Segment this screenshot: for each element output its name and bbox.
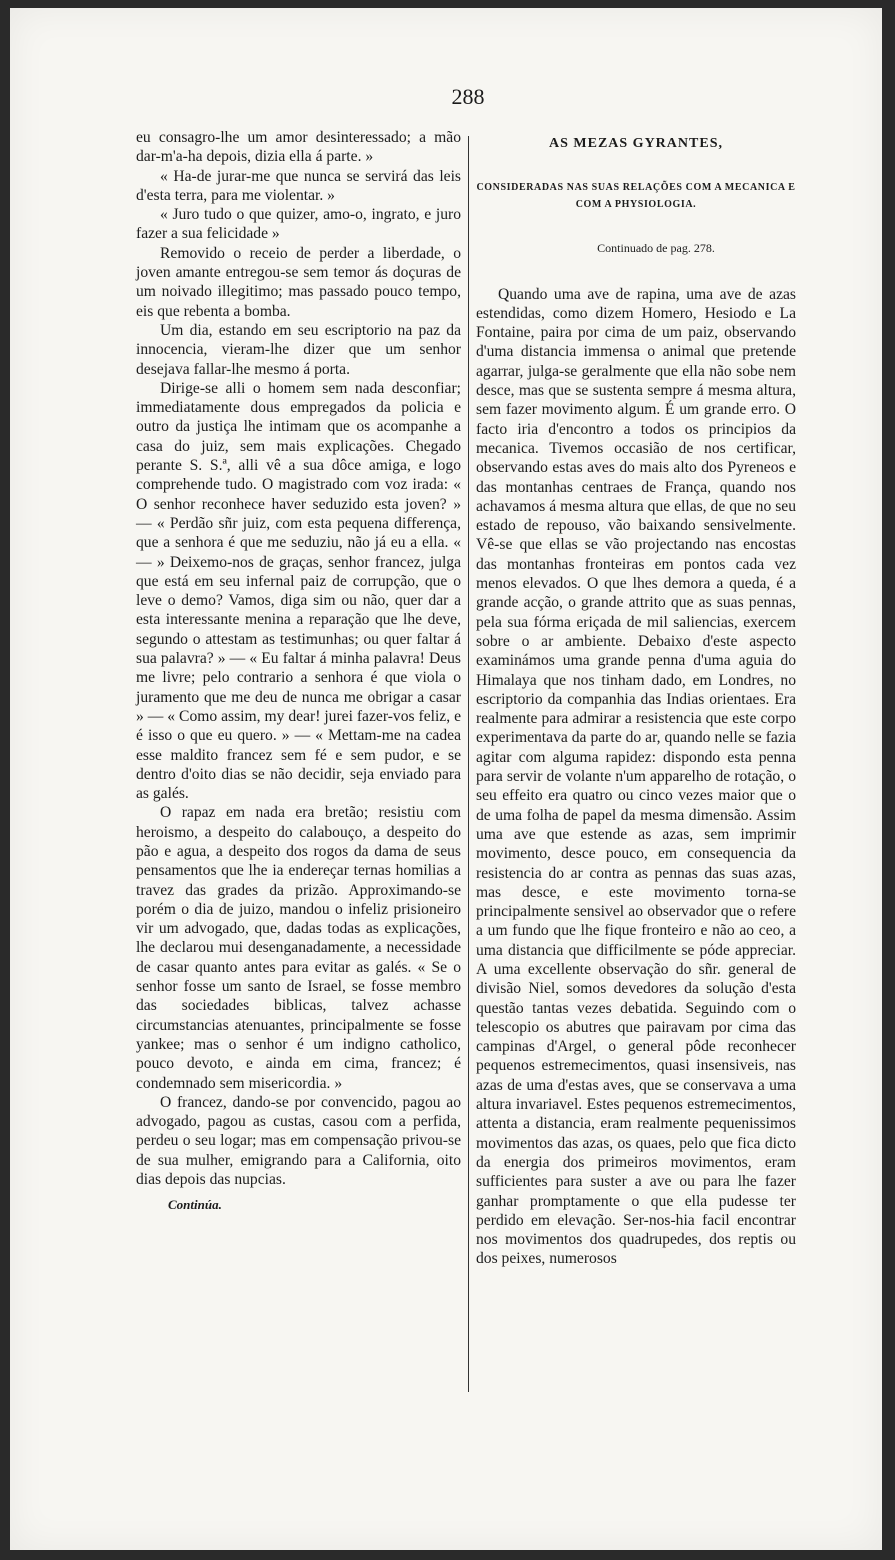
- page-number: 288: [451, 84, 485, 109]
- paragraph: eu consagro-lhe um amor desinteressado; a mão dar-m'a-ha depois, dizia ella á parte. »: [136, 129, 461, 166]
- paragraph: Um dia, estando em seu escriptorio na paz da innocencia, vieram-lhe dizer que um senhor desejava fallar-lhe mesmo á porta.: [136, 321, 461, 378]
- paragraph: « Ha-de jurar-me que nunca se servirá das leis d'esta terra, para me violentar. »: [136, 167, 461, 204]
- article-subtitle: CONSIDERADAS NAS SUAS RELAÇÕES COM A MECANICA E COM A PHYSIOLOGIA.: [476, 182, 796, 211]
- paragraph: Quando uma ave de rapina, uma ave de azas estendidas, como dizem Homero, Hesiodo e La Fontaine, paira por cima de um paiz, observando d'uma distancia immensa o animal que pretende agarrar, julga-se geralmente que ella não sobe nem desce, mas que se sustenta sempre á mesma altura, sem fazer movimento algum. É um grande erro. O facto iria d'encontro a todos os principios da mecanica. Tivemos occasião de nos certificar, observando estas aves do mais alto dos Pyreneos e das montanhas centraes de França, quando nos achavamos á mesma altura que ellas, de que no seu estado de repouso, vão baixando sensivelmente. Vê-se que ellas se vão projectando nas encostas das montanhas fronteiras em pontos cada vez menos elevados. O que lhes demora a queda, é a grande acção, o grande attrito que as suas pennas, pela sua fórma eriçada de mil saliencias, exercem sobre o ar ambiente. Debaixo d'este aspecto examinámos uma grande penna d'uma aguia do Himalaya que nos tinham dado, em Londres, no escriptorio da companhia das Indias orientaes. Era realmente para admirar a resistencia que este corpo experimentava da parte do ar, quando nelle se fazia agitar com alguma rapidez: dispondo esta penna para servir de volante n'um apparelho de rotação, o seu effeito era quatro ou cinco vezes maior que o de uma folha de papel da mesma dimensão. Assim uma ave que estende as azas, sem imprimir movimento, desce pouco, em consequencia da resistencia do ar contra as pennas das suas azas, mas desce, e este movimento torna-se principalmente sensivel ao observador que o refere a um fundo que lhe fique fronteiro e não ao ceo, a uma distancia que difficilmente se póde appreciar. A uma excellente observação do sñr. general de divisão Niel, somos devedores da solução d'esta questão tantas vezes debatida. Seguindo com o telescopio os abutres que pairavam por cima das campinas d'Argel, o general pôde reconhecer pequenos estremecimentos, quasi insensiveis, nas azas de uma d'estas aves, que se conservava a uma altura invariavel. Estes pequenos estremecimentos, attenta a distancia, eram realmente pequenissimos movimentos das azas, os quaes, pelo que fica dicto da energia dos primeiros movimentos, eram sufficientes para suster a ave ou para lhe fazer ganhar promptamente o que ella pudesse ter perdido em elevação. Ser-nos-hia facil encontrar nos movimentos dos quadrupedes, dos reptis ou dos peixes, numerosos: [476, 285, 796, 1268]
- continua-note: Continúa.: [168, 1197, 222, 1213]
- paragraph: O francez, dando-se por convencido, pagou ao advogado, pagou as custas, casou com a perfida, perdeu o seu logar; mas em compensação privou-se de sua mulher, emigrando para a California, oito dias depois das nupcias.: [136, 1093, 461, 1189]
- continued-note: Continuado de pag. 278.: [597, 241, 715, 256]
- paragraph: Dirige-se alli o homem sem nada desconfiar; immediatamente dous empregados da policia e outro da justiça lhe intimam que os acompanhe a casa do juiz, sem mais explicações. Chegado perante S. S.ª, alli vê a sua dôce amiga, e logo comprehende tudo. O magistrado com voz irada: « O senhor reconhece haver seduzido esta joven? » — « Perdão sñr juiz, com esta pequena differença, que a senhora é que me seduziu, não já eu a ella. « — » Deixemo-nos de graças, senhor francez, julga que está em seu infernal paiz de corrupção, que o leve o demo? Vamos, diga sim ou não, quer dar a esta interessante menina a reparação que lhe deve, segundo o attestam as testimunhas; ou quer faltar á sua palavra? » — « Eu faltar á minha palavra! Deus me livre; pelo contrario a senhora é que viola o juramento que me deu de nunca me obrigar a casar » — « Como assim, my dear! jurei fazer-vos feliz, e é isso o que eu quero. » — « Mettam-me na cadea esse maldito francez sem fé e sem pudor, e se dentro d'oito dias se não decidir, seja enviado para as galés.: [136, 379, 461, 803]
- paragraph: « Juro tudo o que quizer, amo-o, ingrato, e juro fazer a sua felicidade »: [136, 206, 461, 243]
- column-divider: [468, 136, 469, 1392]
- paragraph: O rapaz em nada era bretão; resistiu com heroismo, a despeito do calabouço, a despeito do pão e agua, a despeito dos rogos da dama de seus pensamentos que lhe ia endereçar ternas homilias a travez das grades da prizão. Approximando-se porém o dia de juizo, mandou o infeliz prisioneiro vir um advogado, que, dadas todas as explicações, lhe declarou mui desenganadamente, a necessidade de casar quanto antes para evitar as galés. « Se o senhor fosse um santo de Israel, se fosse membro das sociedades biblicas, talvez achasse circumstancias atenuantes, principalmente se fosse yankee; mas o senhor é um indigno catholico, pouco devoto, e ainda em cima, francez; é condemnado sem misericordia. »: [136, 804, 461, 1092]
- article-title: AS MEZAS GYRANTES,: [549, 136, 723, 151]
- left-column: [136, 128, 461, 1215]
- right-column: [476, 128, 796, 1269]
- paragraph: Removido o receio de perder a liberdade, o joven amante entregou-se sem temor ás doçuras de um noivado illegitimo; mas passado pouco tempo, eis que rebenta a bomba.: [136, 244, 461, 320]
